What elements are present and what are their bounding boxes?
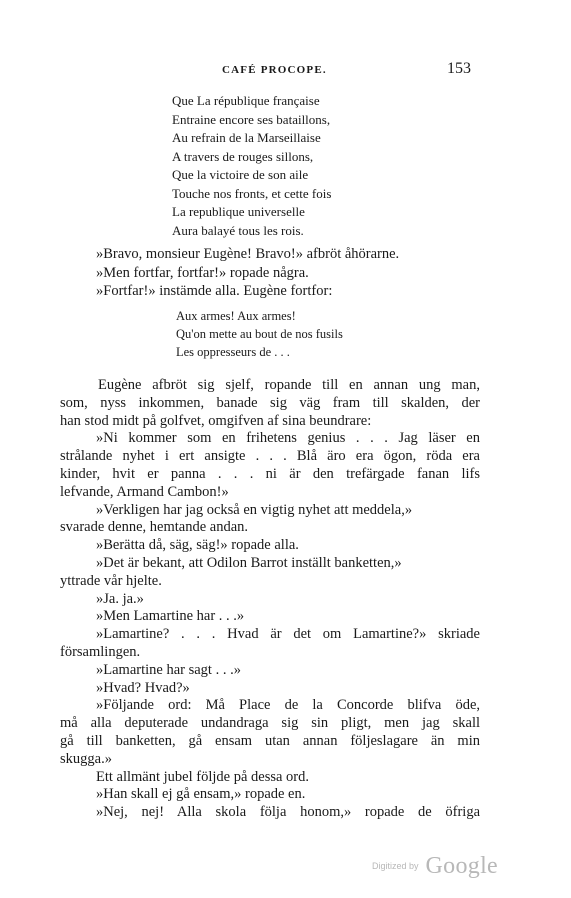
prose-line: kinder, hvit er panna . . . ni är den trefärgade fanan lifs	[60, 465, 480, 482]
verse-line: Les oppresseurs de . . .	[176, 345, 290, 359]
verse-line: Entraine encore ses bataillons,	[172, 111, 331, 127]
prose-line: »Berätta då, säg, säg!» ropade alla.	[96, 537, 299, 554]
prose-line: församlingen.	[60, 643, 141, 660]
verse-line: Aura balayé tous les rois.	[172, 222, 304, 238]
running-head-title: CAFÉ PROCOPE.	[222, 64, 327, 76]
verse-line: A travers de rouges sillons,	[172, 148, 314, 164]
google-logo: Google	[425, 853, 498, 879]
prose-line: må alla deputerade undandraga sig sin pligt, men jag skall	[60, 715, 480, 732]
prose-line: »Lamartine? . . . Hvad är det om Lamartine?» skriade	[96, 626, 480, 643]
prose-line: Eugène afbröt sig sjelf, ropande till en annan ung man,	[98, 377, 480, 393]
verse-line: Qu'on mette au bout de nos fusils	[176, 327, 343, 341]
page-number: 153	[447, 60, 471, 77]
prose-line: »Ni kommer som en frihetens genius . . . Jag läser en	[96, 430, 480, 447]
prose-line: skugga.»	[60, 750, 112, 767]
running-head	[0, 60, 571, 80]
french-verse-fragment	[176, 307, 343, 361]
french-verse-stanza	[172, 92, 331, 240]
prose-line: »Lamartine har sagt . . .»	[96, 661, 241, 678]
watermark-prefix: Digitized by	[372, 861, 419, 871]
dialogue-lines	[96, 245, 399, 301]
verse-line: La republique universelle	[172, 204, 305, 219]
prose-line: Ett allmänt jubel följde på dessa ord.	[96, 768, 310, 785]
verse-line: Que la victoire de son aile	[172, 167, 309, 182]
verse-line: Que La république française	[172, 93, 320, 108]
verse-line: Aux armes! Aux armes!	[176, 309, 296, 323]
prose-line: »Hvad? Hvad?»	[96, 679, 190, 696]
prose-line: »Nej, nej! Alla skola följa honom,» ropade de öfriga	[96, 804, 480, 821]
dialogue-line: »Bravo, monsieur Eugène! Bravo!» afbröt åhörarne.	[96, 246, 400, 262]
prose-line: strålande nyhet i ert ansigte . . . Blå äro era ögon, röda era	[60, 448, 480, 465]
dialogue-line: »Fortfar!» instämde alla. Eugène fortfor:	[96, 283, 333, 299]
prose-line: »Följande ord: Må Place de la Concorde blifva öde,	[96, 697, 480, 714]
verse-line: Au refrain de la Marseillaise	[172, 130, 321, 145]
prose-line: yttrade vår hjelte.	[60, 572, 162, 589]
prose-line: han stod midt på golfvet, omgifven af sina beundrare:	[60, 412, 372, 429]
prose-body	[60, 377, 480, 822]
prose-line: »Ja. ja.»	[96, 590, 144, 607]
prose-line: gå till banketten, gå ensam utan annan följeslagare än min	[60, 732, 480, 749]
prose-line: som, nyss inkommen, banade sig väg fram till skalden, der	[60, 394, 480, 411]
verse-line: Touche nos fronts, et cette fois	[172, 185, 332, 201]
digitized-by-google-watermark	[372, 853, 498, 880]
prose-line: »Han skall ej gå ensam,» ropade en.	[96, 786, 306, 803]
prose-line: »Verkligen har jag också en vigtig nyhet att meddela,»	[96, 501, 413, 518]
prose-line: svarade denne, hemtande andan.	[60, 519, 249, 536]
prose-line: lefvande, Armand Cambon!»	[60, 483, 229, 500]
dialogue-line: »Men fortfar, fortfar!» ropade några.	[96, 264, 309, 281]
prose-line: »Det är bekant, att Odilon Barrot inställt banketten,»	[96, 554, 402, 571]
prose-line: »Men Lamartine har . . .»	[96, 608, 245, 625]
